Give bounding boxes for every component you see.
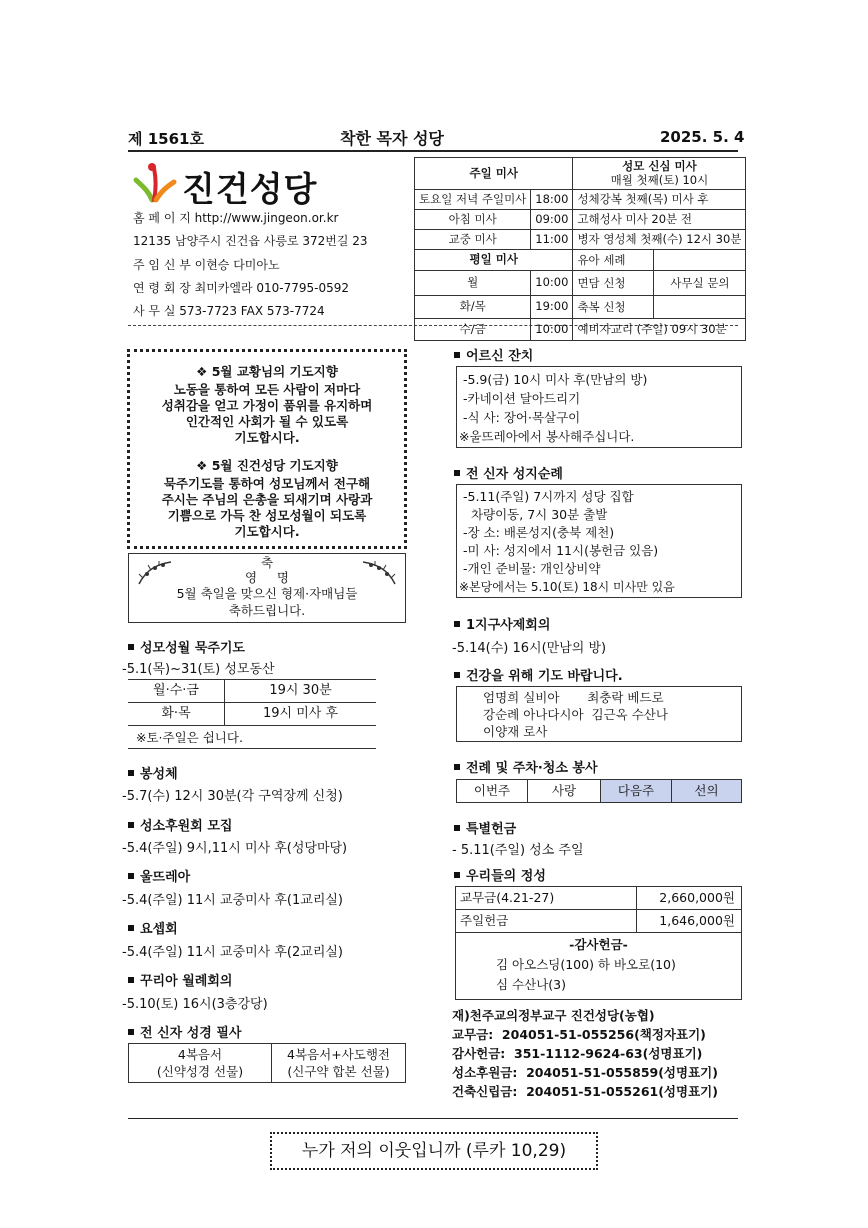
elders-line: -5.9(금) 10시 미사 후(만남의 방): [463, 372, 648, 387]
pope-line: 성취감을 얻고 가정이 품위를 유지하며: [161, 398, 373, 413]
bible-gift: (신구약 합본 선물): [287, 1064, 390, 1079]
bank-info: [452, 1006, 718, 1101]
weekday-cell: 월: [415, 271, 531, 296]
mass-cell: 교중 미사: [415, 230, 531, 250]
weekday-cell: 수/금: [415, 319, 531, 341]
mary-mass-title: 성모 신심 미사: [622, 158, 697, 173]
bullet-square-icon: [128, 644, 134, 650]
weekday-time: 19:00: [531, 296, 573, 319]
mass-cell: 아침 미사: [415, 210, 531, 230]
catechism-note: 예비자교리 (주일) 09시 30분: [573, 319, 746, 341]
health-box: [456, 686, 742, 742]
rosary-table: [128, 679, 376, 726]
duty-table: [456, 779, 742, 803]
duty-section-title: [454, 757, 598, 776]
thanks-offering-title: -감사헌금-: [569, 937, 628, 952]
weekday-mass-header: 평일 미사: [415, 250, 573, 271]
pilgrimage-line: -미 사: 성지에서 11시(봉헌금 있음): [463, 543, 659, 558]
offerings-section-title: [454, 865, 546, 884]
bullet-square-icon: [454, 352, 460, 358]
floral-ornament-left-icon: [137, 558, 173, 588]
pilgrimage-line: -5.11(주일) 7시까지 성당 집합: [463, 489, 634, 504]
rosary-day: 월·수·금: [128, 680, 225, 702]
mary-mass-sub: 매월 첫째(토) 10시: [610, 172, 709, 187]
health-section-title: [454, 665, 623, 684]
elders-line: -카네이션 달아드리기: [463, 391, 581, 406]
president-text: 연 령 회 장 최미카엘라 010-7795-0592: [133, 281, 350, 295]
duty-next-week-group: 선의: [672, 780, 741, 802]
elders-line: -식 사: 장어·목살구이: [463, 410, 581, 425]
section-title-text: 특별헌금: [466, 822, 517, 837]
duty-this-week-group: 사랑: [528, 780, 601, 802]
counsel-label: 면담 신청: [573, 271, 654, 295]
logo-mark-icon: [130, 160, 180, 206]
rosary-note: ※토·주일은 쉽니다.: [136, 730, 243, 745]
bullet-square-icon: [128, 822, 134, 828]
homepage-text: 홈 페 이 지 http://www.jingeon.or.kr: [133, 211, 339, 225]
elders-section-title: [454, 345, 533, 364]
section-title-text: 건강을 위해 기도 바랍니다.: [466, 669, 623, 684]
offering-amount: 1,646,000원: [659, 913, 735, 928]
bible-section-title: [128, 1022, 241, 1041]
bullet-square-icon: [128, 1029, 134, 1035]
bible-cell-acts: [272, 1044, 405, 1082]
office-text: 사 무 실 573-7723 FAX 573-7724: [133, 304, 325, 318]
bible-cell-gospels: [129, 1044, 272, 1082]
section-title-text: 전례 및 주차·청소 봉사: [466, 761, 598, 776]
bullet-square-icon: [128, 873, 134, 879]
duty-next-week-label: 다음주: [601, 780, 672, 802]
bank-account-line: 교무금: 204051-51-055256(책정자표기): [452, 1027, 706, 1042]
rosary-time: 19시 30분: [269, 683, 332, 698]
scripture-quote: 누가 저의 이웃입니까 (루카 10,29): [301, 1141, 567, 1161]
vocation-section-title: [128, 815, 232, 834]
baptism-cell: [573, 250, 746, 271]
section-title-text: 우리들의 정성: [466, 869, 546, 884]
congrats-message: 5월 축일을 맞으신 형제·자매님들: [176, 586, 358, 601]
section-title-text: 전 신자 성경 필사: [140, 1026, 242, 1041]
joseph-text: -5.4(주일) 11시 교중미사 후(2교리실): [122, 945, 344, 960]
issue-number: 제 1561호: [128, 130, 204, 148]
pilgrimage-line: ※본당에서는 5.10(토) 18시 미사만 있음: [459, 580, 675, 594]
prayer-intention-box: [127, 349, 407, 549]
offering-label: 주일헌금: [456, 910, 637, 932]
parish-intention-title: ❖ 5월 진건성당 기도지향: [196, 458, 338, 473]
district-section-title: [454, 614, 550, 633]
pilgrimage-line: 차량이동, 7시 30분 출발: [463, 507, 608, 522]
section-title-text: 전 신자 성지순례: [466, 467, 563, 482]
rosary-day: 화·목: [128, 703, 225, 725]
pope-line: 기도합시다.: [234, 430, 300, 445]
pilgrimage-line: -개인 준비물: 개인상비약: [463, 561, 601, 576]
issue-date: 2025. 5. 4: [660, 128, 745, 146]
blessing-label: 축복 신청: [573, 296, 654, 318]
mass-schedule-table: [414, 157, 746, 341]
congrats-message-end: 축하드립니다.: [228, 603, 306, 618]
rosary-section-title: [128, 637, 245, 656]
duty-this-week-label: 이번주: [457, 780, 528, 802]
curia-text: -5.10(토) 16시(3층강당): [122, 997, 268, 1012]
bullet-square-icon: [454, 764, 460, 770]
communion-section-title: [128, 763, 178, 782]
pilgrimage-section-title: [454, 463, 563, 482]
section-title-text: 성소후원회 모집: [140, 819, 233, 834]
special-offering-section-title: [454, 818, 516, 837]
pilgrimage-box: [456, 484, 742, 598]
parish-line: 기쁨으로 가득 찬 성모성월이 되도록: [167, 508, 367, 523]
bible-table: [128, 1043, 406, 1083]
office-inquiry-label: 사무실 문의: [670, 276, 730, 290]
communion-text: -5.7(수) 12시 30분(각 구역장께 신청): [122, 789, 343, 804]
thanks-line: 김 아오스딩(100) 하 바오로(10): [496, 957, 676, 972]
address-text: 12135 남양주시 진건읍 사릉로 372번길 23: [133, 234, 368, 248]
mass-cell: 토요일 저녁 주일미사: [415, 190, 531, 210]
parish-intention-body: [130, 476, 404, 540]
pope-line: 인간적인 사회가 될 수 있도록: [185, 414, 349, 429]
pope-intention-title: ❖ 5월 교황님의 기도지향: [196, 364, 338, 379]
bank-title: 재)천주교의정부교구 진건성당(농협): [452, 1008, 655, 1023]
section-title-text: 울뜨레아: [140, 870, 191, 885]
elders-box: [456, 366, 742, 448]
bullet-square-icon: [454, 672, 460, 678]
logo-text: 진건성당: [182, 170, 318, 210]
mass-note: 성체강복 첫째(목) 미사 후: [573, 190, 746, 210]
bible-option: 4복음서: [177, 1047, 223, 1062]
parish-logo: [130, 160, 360, 208]
bullet-square-icon: [454, 872, 460, 878]
bullet-square-icon: [128, 770, 134, 776]
curia-section-title: [128, 970, 232, 989]
thanks-line: 심 수산나(3): [496, 977, 566, 992]
parish-line: 주시는 주님의 은총을 되새기며 사랑과: [161, 492, 373, 507]
special-offering-text: - 5.11(주일) 성소 주일: [452, 843, 584, 858]
pilgrimage-line: -장 소: 배론성지(충북 제천): [463, 525, 615, 540]
health-line: 엄명희 실비아 최충락 베드로: [483, 690, 664, 705]
vocation-text: -5.4(주일) 9시,11시 미사 후(성당마당): [122, 841, 348, 856]
mass-note: 병자 영성체 첫째(수) 12시 30분: [573, 230, 746, 250]
weekday-note-cell: [573, 271, 746, 296]
scripture-quote-box: [270, 1132, 598, 1170]
health-line: 강순례 아나다시아 김근옥 수산나: [483, 707, 668, 722]
ultreya-text: -5.4(주일) 11시 교중미사 후(1교리실): [122, 893, 344, 908]
weekday-time: 10:00: [531, 319, 573, 341]
feast-congrats-box: [128, 553, 406, 623]
parish-line: 묵주기도를 통하여 성모님께서 전구해: [163, 476, 371, 491]
bank-account-line: 감사헌금: 351-1112-9624-63(성명표기): [452, 1046, 703, 1061]
section-title-text: 꾸리아 월례회의: [140, 974, 233, 989]
offerings-table: [455, 886, 742, 1000]
bank-account-line: 건축신립금: 204051-51-055261(성명표기): [452, 1084, 718, 1099]
rosary-time: 19시 미사 후: [262, 706, 339, 721]
section-title-text: 요셉회: [140, 922, 178, 937]
rosary-bottom-rule: [128, 748, 376, 749]
mary-mass-header: [573, 158, 746, 190]
bullet-square-icon: [454, 825, 460, 831]
rosary-period: -5.1(목)~31(토) 성모동산: [122, 662, 275, 677]
bulletin-title: 착한 목자 성당: [340, 129, 444, 148]
baptism-label: 유아 세례: [573, 250, 654, 270]
bank-account-line: 성소후원금: 204051-51-055859(성명표기): [452, 1065, 718, 1080]
bullet-square-icon: [454, 470, 460, 476]
health-line: 이양재 로사: [483, 724, 548, 739]
floral-ornament-right-icon: [361, 558, 397, 588]
elders-line: ※울뜨레아에서 봉사해주십니다.: [459, 429, 635, 444]
pope-intention-body: [130, 382, 404, 446]
footer-rule: [128, 1118, 738, 1119]
joseph-section-title: [128, 918, 178, 937]
bullet-square-icon: [128, 925, 134, 931]
mass-time: 09:00: [531, 210, 573, 230]
section-title-text: 1지구사제회의: [466, 618, 551, 633]
mass-time: 18:00: [531, 190, 573, 210]
section-title-text: 어르신 잔치: [466, 349, 534, 364]
rosary-title-text: 성모성월 묵주기도: [140, 641, 245, 656]
bible-gift: (신약성경 선물): [156, 1064, 244, 1079]
offering-amount: 2,660,000원: [659, 890, 735, 905]
bible-option: 4복음서+사도행전: [287, 1047, 390, 1062]
bullet-square-icon: [128, 977, 134, 983]
offering-label: 교무금(4.21-27): [456, 887, 637, 909]
congrats-feast: 영 명: [244, 570, 290, 585]
ultreya-section-title: [128, 866, 190, 885]
weekday-time: 10:00: [531, 271, 573, 296]
mass-note: 고해성사 미사 20분 전: [573, 210, 746, 230]
section-title-text: 봉성체: [140, 767, 178, 782]
mass-time: 11:00: [531, 230, 573, 250]
pope-line: 노동을 통하여 모든 사람이 저마다: [173, 382, 361, 397]
district-text: -5.14(수) 16시(만남의 방): [452, 641, 607, 656]
header-rule: [128, 150, 738, 152]
parish-line: 기도합시다.: [234, 524, 300, 539]
bullet-square-icon: [454, 621, 460, 627]
congrats-char: 축: [260, 555, 274, 570]
pastor-text: 주 임 신 부 이현승 다미아노: [133, 258, 280, 272]
sunday-mass-header: 주일 미사: [415, 158, 573, 190]
weekday-cell: 화/목: [415, 296, 531, 319]
